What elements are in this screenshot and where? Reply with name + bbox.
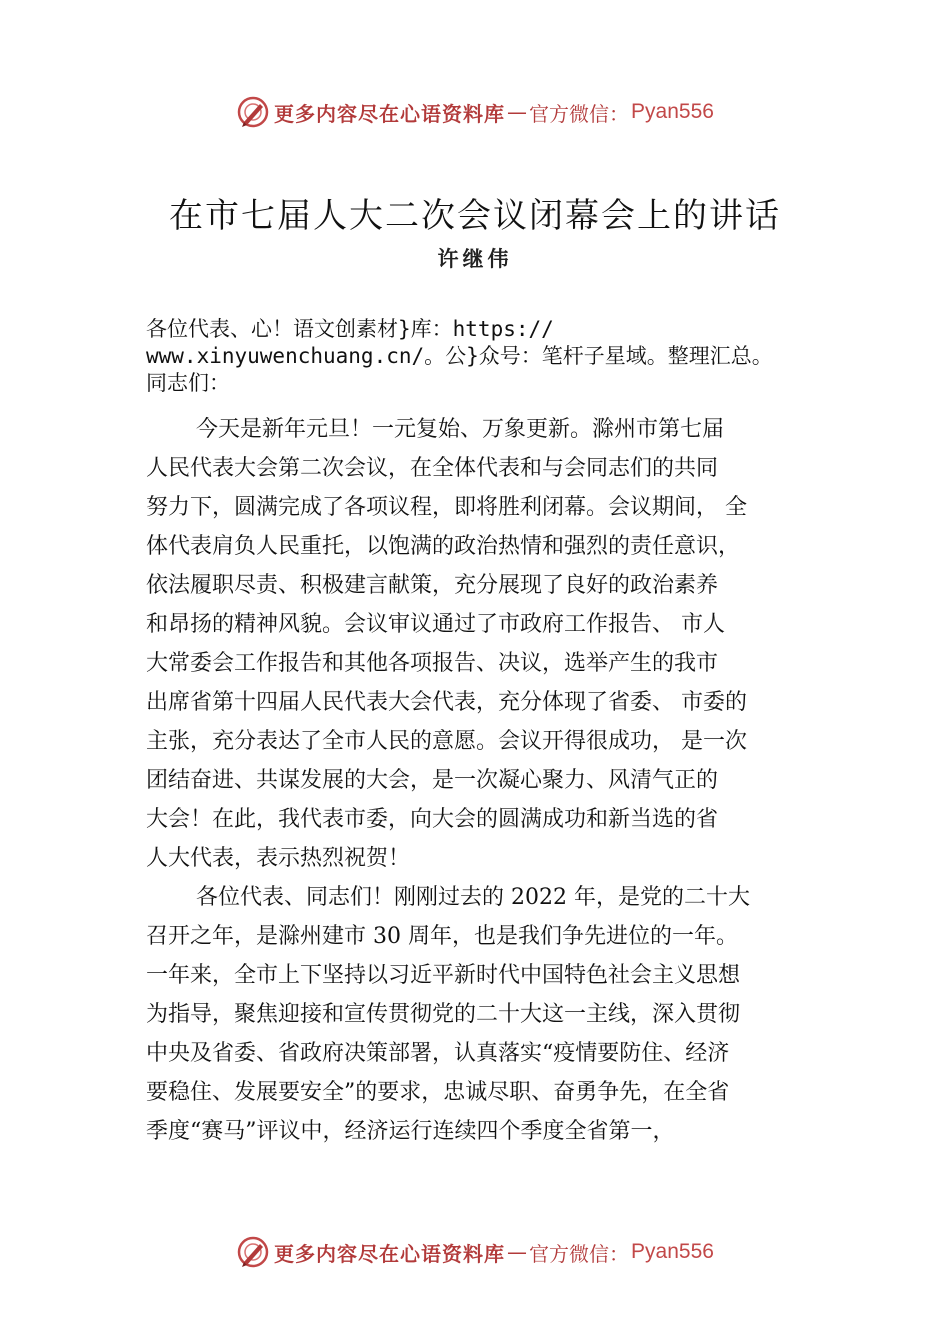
banner-wechat-label: 官方微信：	[529, 101, 630, 126]
body-line: 出席省第十四届人民代表大会代表，充分体现了省委、 市委的	[146, 690, 747, 715]
footer-banner	[0, 1232, 950, 1272]
body-line: 季度“赛马”评议中，经济运行连续四个季度全省第一，	[146, 1119, 675, 1144]
document-author: 许继伟	[437, 246, 513, 271]
intro-line: 各位代表、心！语文创素材}库：https://	[146, 317, 554, 341]
body-line: 努力下，圆满完成了各项议程，即将胜利闭幕。会议期间， 全	[146, 495, 747, 520]
banner-wechat-id: Pyan556	[631, 1240, 714, 1263]
body-line: 为指导，聚焦迎接和宣传贯彻党的二十大这一主线，深入贯彻	[146, 1002, 741, 1027]
intro-line: www.xinyuwenchuang.cn/。公}众号：笔杆子星域。整理汇总。	[146, 344, 773, 368]
document-body	[146, 410, 826, 1151]
banner-text: 更多内容尽在心语资料库	[274, 101, 506, 126]
banner-text: 更多内容尽在心语资料库	[274, 1241, 506, 1266]
body-line: 中央及省委、省政府决策部署，认真落实“疫情要防住、经济	[146, 1041, 730, 1066]
salutation: 同志们：	[146, 371, 230, 395]
intro-block	[146, 316, 866, 397]
banner-separator: —	[507, 1240, 528, 1264]
body-line: 和昂扬的精神风貌。会议审议通过了市政府工作报告、 市人	[146, 612, 725, 637]
body-line: 团结奋进、共谋发展的大会，是一次凝心聚力、风清气正的	[146, 768, 719, 793]
banner-wechat-label: 官方微信：	[529, 1241, 630, 1266]
body-line: 人大代表，表示热烈祝贺！	[146, 846, 411, 871]
banner-wechat-id: Pyan556	[631, 100, 714, 123]
pen-logo-icon	[236, 95, 270, 129]
body-line: 大常委会工作报告和其他各项报告、决议，选举产生的我市	[146, 651, 719, 676]
body-line: 召开之年，是滁州建市 30 周年，也是我们争先进位的一年。	[146, 924, 738, 949]
body-line: 要稳住、发展要安全”的要求，忠诚尽职、奋勇争先，在全省	[146, 1080, 730, 1105]
body-line: 主张，充分表达了全市人民的意愿。会议开得很成功， 是一次	[146, 729, 747, 754]
header-banner	[0, 92, 950, 132]
body-line: 人民代表大会第二次会议，在全体代表和与会同志们的共同	[146, 456, 719, 481]
pen-logo-icon	[236, 1235, 270, 1269]
document-title: 在市七届人大二次会议闭幕会上的讲话	[169, 196, 781, 236]
body-line: 大会！在此，我代表市委，向大会的圆满成功和新当选的省	[146, 807, 719, 832]
banner-separator: —	[507, 100, 528, 124]
body-line: 依法履职尽责、积极建言献策，充分展现了良好的政治素养	[146, 573, 719, 598]
body-line: 体代表肩负人民重托，以饱满的政治热情和强烈的责任意识，	[146, 534, 741, 559]
body-line: 一年来，全市上下坚持以习近平新时代中国特色社会主义思想	[146, 963, 741, 988]
body-line: 今天是新年元旦！一元复始、万象更新。滁州市第七届	[196, 417, 725, 442]
body-line: 各位代表、同志们！刚刚过去的 2022 年，是党的二十大	[196, 885, 750, 910]
